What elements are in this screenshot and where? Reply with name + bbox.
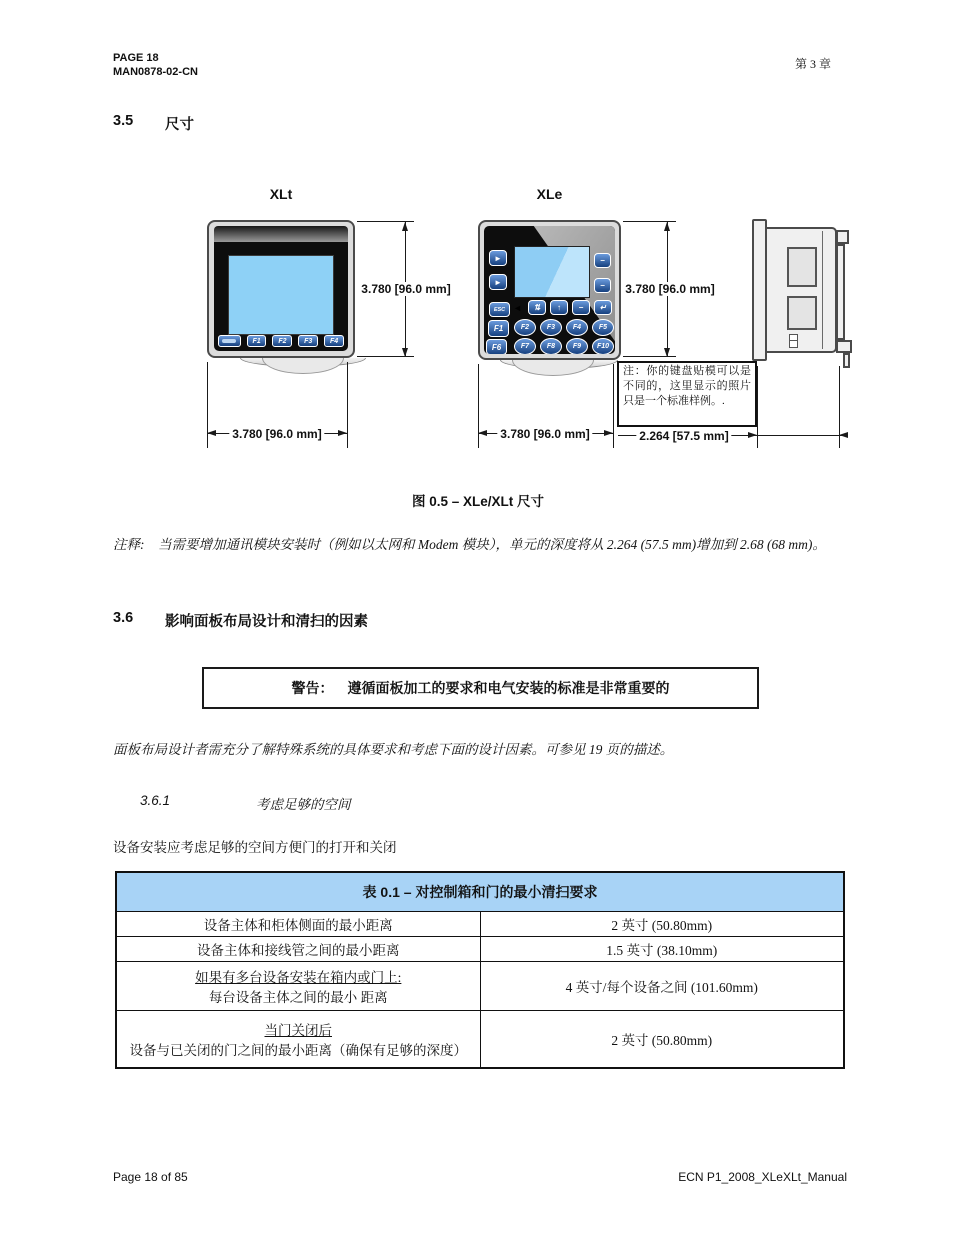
xle-soft-key-right-1: − — [594, 253, 611, 268]
keypad-note-box: 注：你的键盘贴模可以是不同的，这里显示的照片只是一个标准样例。. — [617, 361, 757, 427]
dim-arrow — [338, 430, 347, 436]
page-header — [113, 51, 198, 79]
row-label-line2: 设备与已关闭的门之间的最小距离（确保有足够的深度） — [129, 1043, 467, 1058]
table-title: 表 0.1 – 对控制箱和门的最小清扫要求 — [116, 872, 844, 912]
xle-key-f5: F5 — [592, 319, 614, 336]
warning-label: 警告： — [291, 680, 334, 696]
row-value: 4 英寸/每个设备之间 (101.60mm) — [480, 962, 844, 1011]
xlt-mount-clip — [262, 358, 344, 374]
clearance-table — [115, 871, 845, 1069]
row-value: 2 英寸 (50.80mm) — [480, 912, 844, 937]
xle-key-f4: F4 — [566, 319, 588, 336]
space-paragraph: 设备安装应考虑足够的空间方便门的打开和关闭 — [113, 840, 397, 855]
side-view-body — [765, 227, 837, 353]
xle-soft-key-left-1: ► — [489, 250, 507, 266]
xle-bezel — [484, 226, 615, 354]
dim-arrow — [402, 348, 408, 357]
row-value: 2 英寸 (50.80mm) — [480, 1011, 844, 1069]
figure-caption: 图 0.5 – XLe/XLt 尺寸 — [411, 494, 545, 509]
xlt-system-key — [218, 335, 241, 347]
side-view-small-port — [789, 334, 798, 348]
xle-key-f9: F9 — [566, 338, 588, 354]
side-view-connector-1 — [787, 247, 817, 287]
xlt-width-dimension: 3.780 [96.0 mm] — [229, 427, 324, 441]
xle-key-f7: F7 — [514, 338, 536, 354]
footer-doc-name: ECN P1_2008_XLeXLt_Manual — [678, 1170, 847, 1184]
xlt-key-row — [218, 334, 344, 348]
dim-ext-line — [613, 364, 614, 448]
xle-up-key: ↑ — [550, 300, 568, 315]
table-title-row — [116, 872, 844, 912]
xle-key-f8: F8 — [540, 338, 562, 354]
xle-esc-key: ESC — [489, 302, 510, 317]
dim-arrow — [207, 430, 216, 436]
xle-key-f1: F1 — [488, 320, 509, 337]
xle-device-front-view — [478, 220, 621, 360]
xlt-device-front-view — [207, 220, 355, 358]
xle-screen — [514, 246, 590, 298]
dim-ext-line — [347, 362, 348, 448]
header-chapter: 第 3 章 — [795, 57, 832, 71]
row-label — [116, 1011, 480, 1069]
table-row — [116, 1011, 844, 1069]
warning-box — [202, 667, 759, 709]
dim-arrow — [402, 222, 408, 231]
header-doc-code: MAN0878-02-CN — [113, 66, 198, 78]
row-label-line1: 如果有多台设备安装在箱内或门上: — [195, 970, 402, 985]
xle-soft-key-right-2: − — [594, 278, 611, 293]
xle-key-f10: F10 — [592, 338, 614, 354]
xlt-figure-label: XLt — [269, 186, 293, 202]
section-3-6-number: 3.6 — [113, 610, 134, 626]
xle-depth-dimension: 2.264 [57.5 mm] — [636, 429, 731, 443]
row-label: 设备主体和柜体侧面的最小距离 — [116, 912, 480, 937]
side-view-rear-line — [822, 231, 823, 349]
side-view-top-tab — [836, 230, 849, 244]
section-3-6-1-title: 考虑足够的空间 — [256, 797, 351, 812]
xle-mount-clip — [512, 360, 594, 376]
xlt-screen — [228, 255, 334, 335]
table-row — [116, 962, 844, 1011]
xle-soft-key-left-2: ► — [489, 274, 507, 290]
table-row — [116, 912, 844, 937]
xlt-key-f1: F1 — [247, 335, 267, 347]
dim-arrow — [604, 430, 613, 436]
xlt-key-f2: F2 — [272, 335, 292, 347]
xle-key-f2: F2 — [514, 319, 536, 336]
xlt-bezel — [214, 242, 348, 351]
xle-key-f3: F3 — [540, 319, 562, 336]
dim-arrow — [664, 222, 670, 231]
xle-height-dimension: 3.780 [96.0 mm] — [622, 282, 717, 296]
table-row — [116, 937, 844, 962]
xle-enter-key: ↵ — [594, 300, 612, 315]
section-3-5-title: 尺寸 — [165, 117, 194, 133]
row-label: 设备主体和接线管之间的最小距离 — [116, 937, 480, 962]
dim-arrow — [839, 432, 848, 438]
system-key-icon — [222, 339, 236, 343]
xle-pointer-icon: ◄ — [513, 303, 522, 313]
xle-figure-label: XLe — [536, 186, 563, 202]
row-value: 1.5 英寸 (38.10mm) — [480, 937, 844, 962]
side-view-bottom-hook — [836, 340, 852, 353]
note-text: 当需要增加通讯模块安装时（例如以太网和 Modem 模块），单元的深度将从 2.264 (57.5 mm)增加到 2.68 (68 mm)。 — [158, 537, 826, 552]
row-label-line1: 当门关闭后 — [264, 1023, 332, 1038]
xlt-key-f4: F4 — [324, 335, 344, 347]
section-3-5-number: 3.5 — [113, 113, 134, 129]
dim-arrow — [664, 348, 670, 357]
note-paragraph — [113, 533, 853, 557]
xle-key-f6: F6 — [486, 339, 507, 354]
xle-minus-key: − — [572, 300, 590, 315]
header-page-label: PAGE 18 — [113, 52, 159, 64]
xlt-key-f3: F3 — [298, 335, 318, 347]
dim-arrow — [478, 430, 487, 436]
warning-text: 遵循面板加工的要求和电气安装的标准是非常重要的 — [347, 680, 670, 696]
section-3-6-1-number: 3.6.1 — [140, 793, 171, 808]
section-3-6-title: 影响面板布局设计和清扫的因素 — [165, 614, 368, 630]
side-view-small-port-divider — [789, 340, 798, 341]
footer-page-number: Page 18 of 85 — [113, 1170, 188, 1184]
xle-width-dimension: 3.780 [96.0 mm] — [497, 427, 592, 441]
note-label: 注释: — [113, 537, 145, 552]
side-view-hook-tail — [843, 353, 850, 368]
side-view-connector-2 — [787, 296, 817, 330]
row-label-line2: 每台设备主体之间的最小 距离 — [208, 990, 388, 1005]
side-view-rail — [836, 244, 845, 340]
xlt-height-dimension: 3.780 [96.0 mm] — [358, 282, 453, 296]
design-paragraph: 面板布局设计者需充分了解特殊系统的具体要求和考虑下面的设计因素。可参见 19 页的描述。 — [113, 742, 674, 757]
xlt-top-band — [214, 226, 348, 242]
dim-arrow — [748, 432, 757, 438]
xle-updown-key: ⇅ — [528, 300, 546, 315]
row-label — [116, 962, 480, 1011]
